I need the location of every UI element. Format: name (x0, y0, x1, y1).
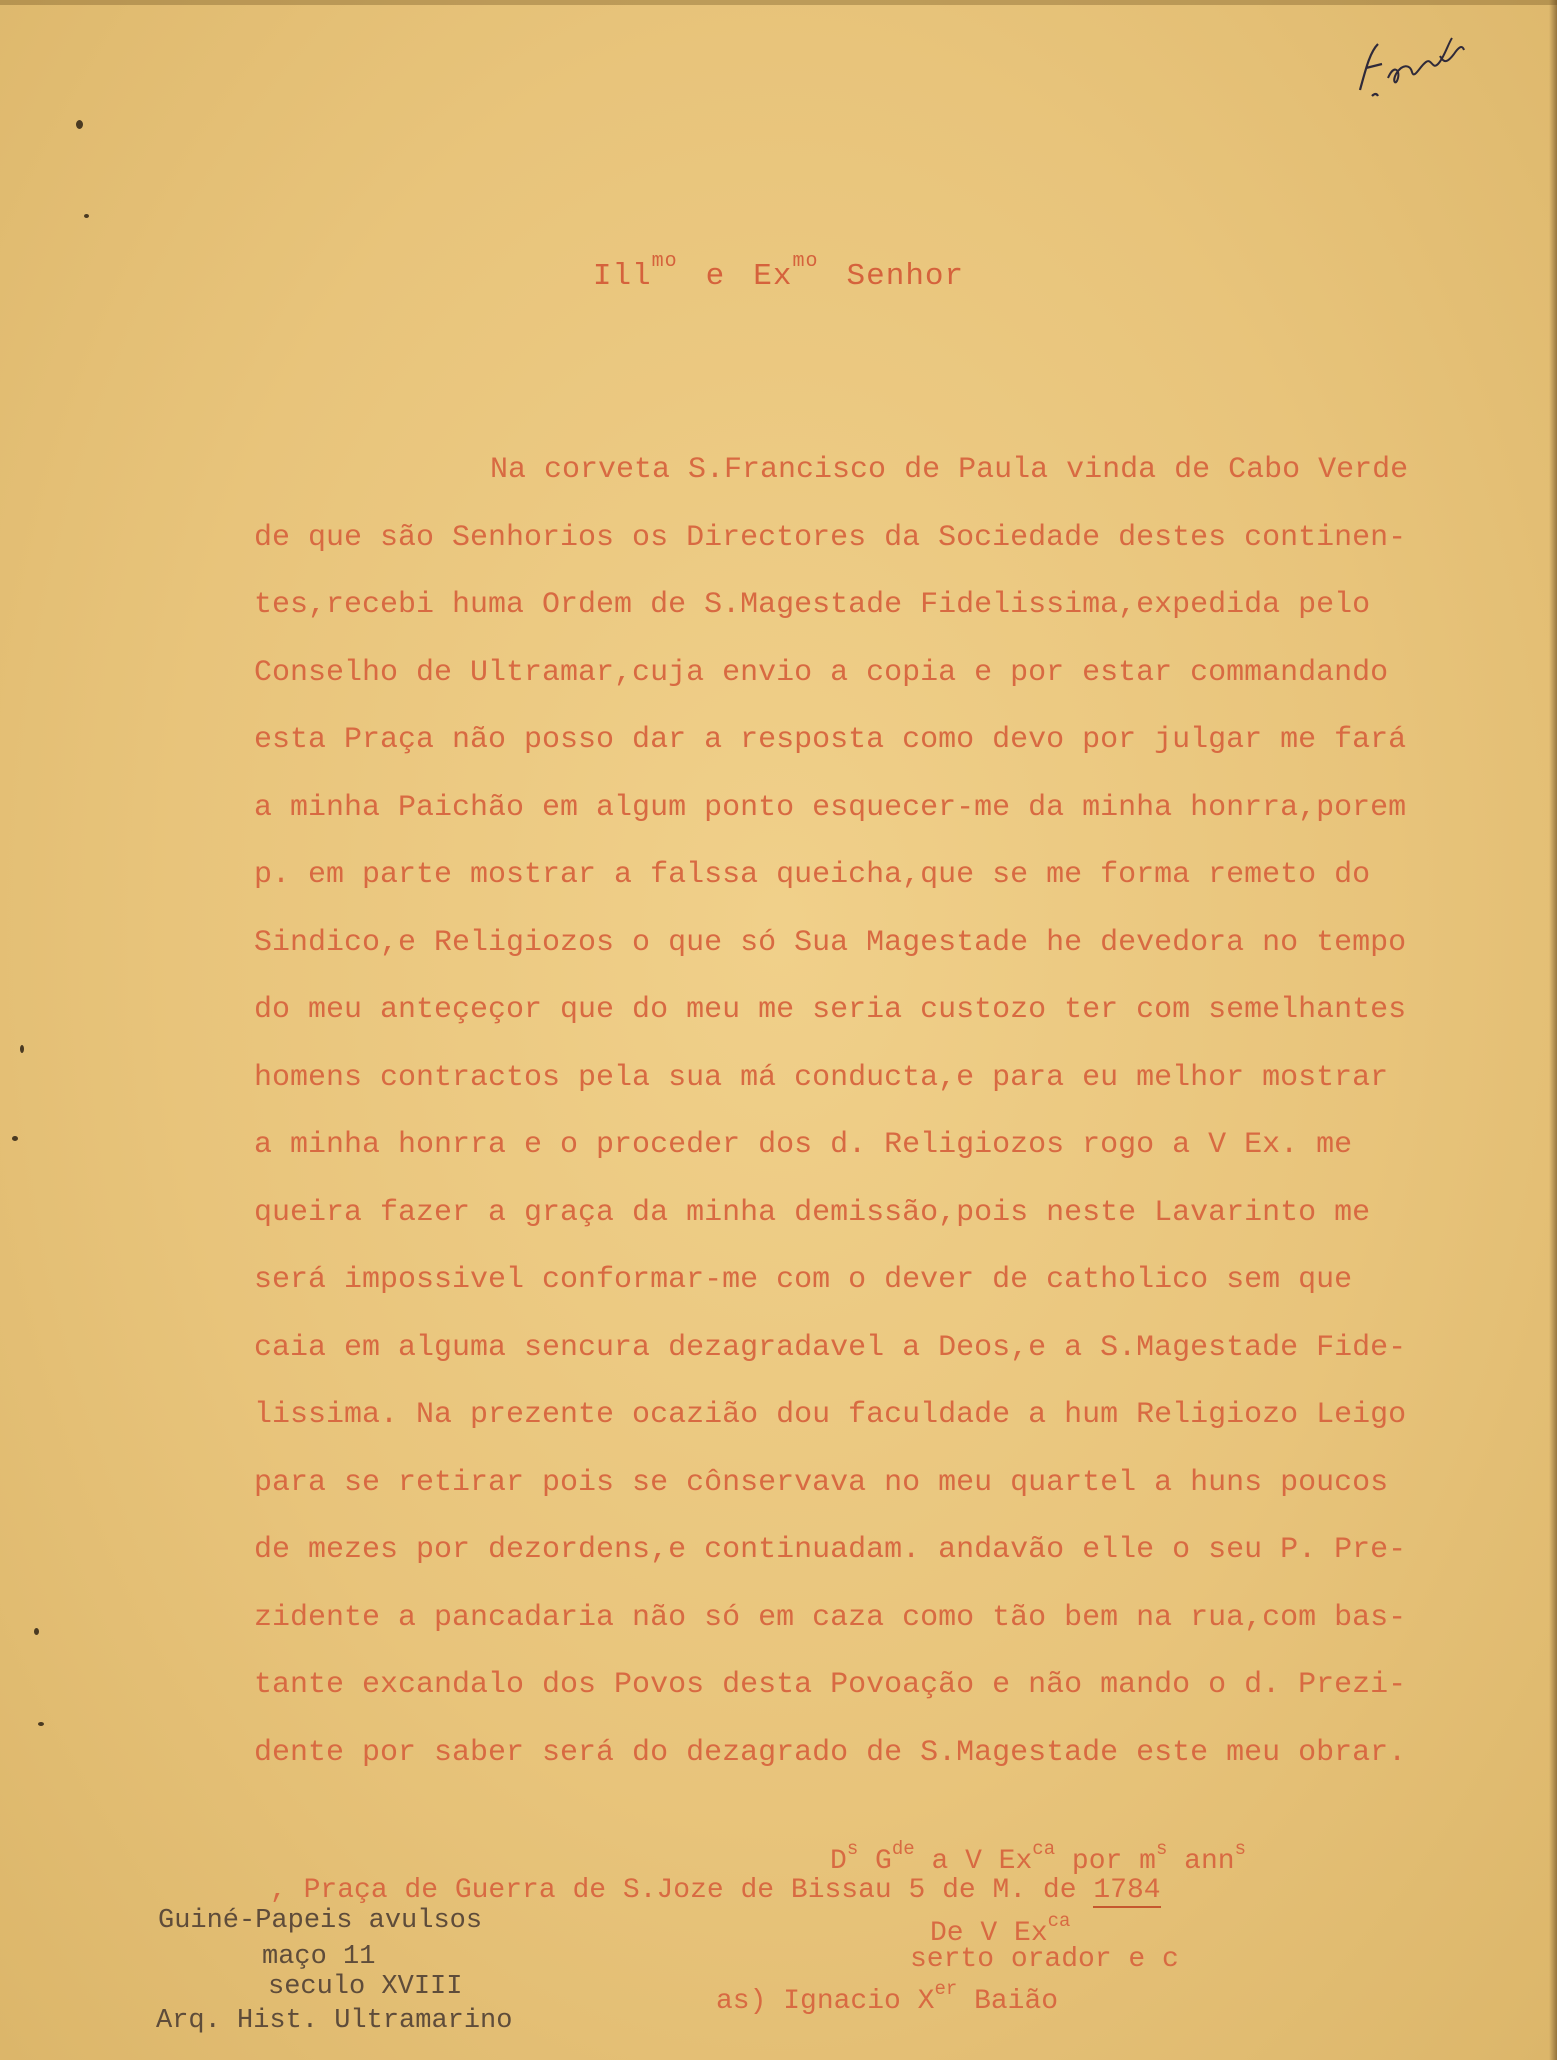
letter-year: 1784 (1093, 1875, 1161, 1906)
letter-line: Na corveta S.Francisco de Paula vinda de Cabo Verde (490, 453, 1409, 487)
letter-line: zidente a pancadaria não só em caza como tão bem na rua,com bas- (254, 1600, 1407, 1635)
letter-line: p. em parte mostrar a falssa queicha,que se me forma remeto do (254, 858, 1371, 892)
closing-addressee: De V $Ex^{ca}$ (930, 1910, 1071, 1949)
letter-line: homens contractos pela sua má conducta,e para eu melhor mostrar (254, 1060, 1389, 1095)
closing-signed: as) Ignacio Xer Baião (716, 1978, 1059, 2017)
handwritten-signature (1352, 28, 1502, 108)
letter-line: caia em alguma sencura dezagradavel a Deos,e a S.Magestade Fide- (254, 1330, 1407, 1365)
salutation-heading (0, 250, 1557, 294)
punch-mark (12, 1136, 18, 1141)
archive-collection: Guiné-Papeis avulsos (158, 1906, 483, 1936)
archive-century: seculo XVIII (268, 1972, 463, 2002)
closing-servant: serto orador e c (910, 1944, 1179, 1975)
heading-ill: Ill$^{mo}$ (592, 250, 678, 294)
letter-line: tante excandalo dos Povos desta Povoação e não mando o d. Prezi- (254, 1668, 1407, 1702)
place-date: , Praça de Guerra de S.Joze de Bissau 5 de M. de 1784 (270, 1875, 1161, 1906)
heading-e: e (705, 259, 726, 294)
letter-body (254, 448, 1524, 1798)
archive-bundle: maço 11 (262, 1942, 376, 1972)
letter-line: para se retirar pois se cônservava no meu quartel a huns poucos (254, 1465, 1389, 1500)
punch-mark (76, 120, 83, 129)
archive-institution: Arq. Hist. Ultramarino (156, 2006, 513, 2036)
punch-mark (34, 1628, 39, 1635)
page-top-edge (0, 0, 1557, 5)
letter-line: esta Praça não posso dar a resposta como devo por julgar me fará (254, 723, 1407, 757)
heading-exmo: $Ex^{mo}$ (753, 250, 819, 294)
heading-senhor: Senhor (846, 259, 965, 294)
letter-line: a minha Paichão em algum ponto esquecer-me da minha honrra,porem (254, 790, 1407, 825)
letter-line: tes,recebi huma Ordem de S.Magestade Fidelissima,expedida pelo (254, 588, 1371, 622)
letter-line: dente por saber será do dezagrado de S.Magestade este meu obrar. (254, 1735, 1407, 1770)
letter-line: a minha honrra e o proceder dos d. Religiozos rogo a V Ex. me (254, 1128, 1353, 1162)
letter-line: queira fazer a graça da minha demissão,pois neste Lavarinto me (254, 1195, 1371, 1230)
punch-mark (38, 1722, 44, 1726)
letter-line: lissima. Na prezente ocazião dou faculdade a hum Religiozo Leigo (254, 1398, 1407, 1432)
closing-salutation: $D^s$ $G^{de}$ a V $Ex^{ca}$ por $m^s$ ann$^s$ (830, 1838, 1246, 1877)
letter-line: será impossivel conformar-me com o dever de catholico sem que (254, 1263, 1353, 1297)
letter-line: Sindico,e Religiozos o que só Sua Magestade he devedora no tempo (254, 925, 1407, 960)
page-right-edge (1549, 0, 1557, 2060)
punch-mark (20, 1045, 24, 1053)
punch-mark (84, 214, 89, 218)
letter-line: de mezes por dezordens,e continuadam. andavão elle o seu P. Pre- (254, 1533, 1407, 1567)
letter-line: Conselho de Ultramar,cuja envio a copia e por estar commandando (254, 655, 1389, 690)
letter-line: do meu anteçeçor que do meu me seria custozo ter com semelhantes (254, 993, 1407, 1027)
letter-line: de que são Senhorios os Directores da Sociedade destes continen- (254, 520, 1407, 555)
